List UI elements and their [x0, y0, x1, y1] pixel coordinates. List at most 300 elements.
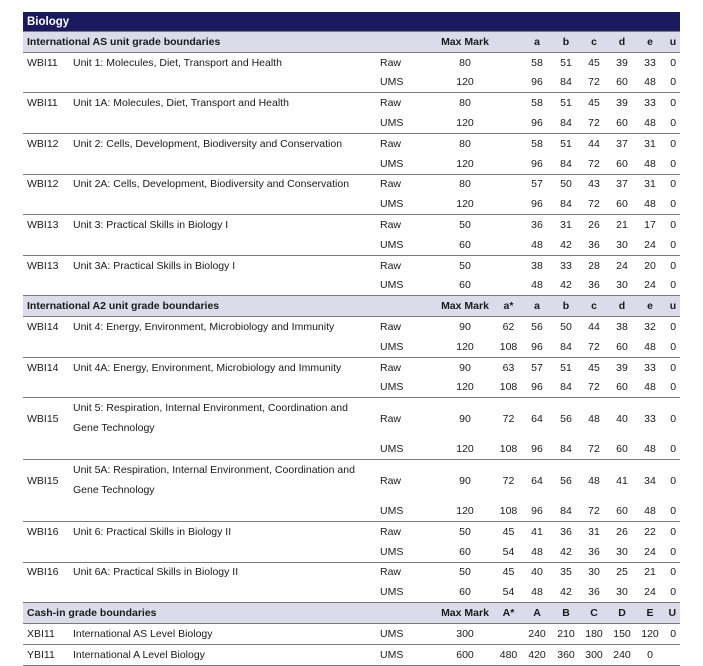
grade-value: 0 [664, 215, 680, 235]
grade-value: 51 [552, 52, 580, 72]
grade-value: 44 [580, 317, 608, 337]
max-mark: 80 [435, 52, 495, 72]
table-body [23, 12, 680, 665]
grade-value: 96 [531, 505, 543, 518]
grade-header: d [608, 296, 636, 317]
grade-value: 240 [522, 623, 552, 644]
grade-value: 39 [608, 357, 636, 377]
table-row [23, 521, 680, 541]
table-row [23, 644, 680, 665]
grade-value: 30 [616, 238, 628, 251]
empty-cell [73, 73, 380, 93]
grade-value: 42 [560, 238, 572, 251]
grade-value: 48 [644, 443, 656, 456]
unit-name-text: Unit 1: Molecules, Diet, Transport and Health [73, 56, 282, 69]
grade-value: 37 [608, 174, 636, 194]
grade-value: 36 [552, 521, 580, 541]
grade-value: 30 [616, 279, 628, 292]
grade-value: 64 [522, 460, 552, 502]
mark-type: UMS [380, 76, 404, 89]
grade-value: 42 [560, 545, 572, 558]
grade-value: 48 [531, 238, 543, 251]
grade-value [495, 133, 522, 153]
mark-type: Raw [380, 174, 435, 194]
grade-value: 96 [531, 443, 543, 456]
grade-value: 96 [531, 381, 543, 394]
grade-boundaries-sheet [23, 12, 680, 666]
empty-cell [73, 113, 380, 133]
grade-value: 45 [580, 93, 608, 113]
empty-cell [73, 235, 380, 255]
mark-type: UMS [380, 505, 404, 518]
cashin-section-header [23, 603, 680, 624]
grade-value: 0 [670, 586, 677, 599]
mark-type: UMS [380, 157, 404, 170]
grade-value: 44 [580, 133, 608, 153]
empty-cell [73, 439, 380, 459]
mark-type: UMS [380, 644, 435, 665]
empty-cell [73, 501, 380, 521]
grade-value: 0 [664, 174, 680, 194]
unit-code: WBI16 [23, 562, 73, 582]
grade-value: 45 [580, 357, 608, 377]
grade-header: b [552, 296, 580, 317]
empty-cell [23, 235, 73, 255]
section-heading: International A2 unit grade boundaries [23, 296, 435, 317]
grade-value: 0 [664, 52, 680, 72]
grade-value: 56 [522, 317, 552, 337]
grade-value: 56 [552, 460, 580, 502]
max-mark: 80 [435, 133, 495, 153]
grade-value: 0 [664, 521, 680, 541]
grade-value: 48 [644, 505, 656, 518]
max-mark: 120 [456, 443, 474, 456]
grade-value: 60 [616, 198, 628, 211]
unit-code: WBI12 [23, 174, 73, 194]
grade-value: 33 [636, 357, 664, 377]
max-mark: 300 [435, 623, 495, 644]
grade-value: 72 [495, 460, 522, 502]
grade-value: 64 [522, 398, 552, 440]
grade-value: 0 [670, 505, 677, 518]
mark-type: Raw [380, 562, 435, 582]
table-row [23, 133, 680, 153]
max-mark: 120 [456, 340, 474, 353]
grade-value: 50 [552, 174, 580, 194]
mark-type: UMS [380, 198, 404, 211]
max-mark: 60 [459, 279, 471, 292]
grade-value: 21 [636, 562, 664, 582]
grade-value: 84 [560, 157, 572, 170]
grade-value: 0 [664, 460, 680, 502]
grade-value: 31 [636, 133, 664, 153]
grade-header: U [664, 603, 680, 624]
grade-value: 0 [664, 398, 680, 440]
grade-value: 48 [644, 198, 656, 211]
mark-type: Raw [380, 133, 435, 153]
grade-value: 0 [670, 117, 677, 130]
grade-value: 58 [522, 133, 552, 153]
mark-type: UMS [380, 279, 404, 292]
grade-header: D [608, 603, 636, 624]
grade-value: 0 [670, 76, 677, 89]
mark-type: Raw [380, 255, 435, 275]
grade-header: b [552, 32, 580, 53]
unit-name [73, 133, 380, 153]
unit-code: WBI14 [23, 357, 73, 377]
grade-value: 39 [608, 52, 636, 72]
unit-code: WBI13 [23, 255, 73, 275]
table-row [23, 439, 680, 459]
grade-value: 0 [670, 238, 677, 251]
max-mark: 60 [459, 545, 471, 558]
grade-header: c [580, 32, 608, 53]
grade-header: C [580, 603, 608, 624]
max-mark: 80 [435, 174, 495, 194]
grade-value: 51 [552, 357, 580, 377]
grade-value: 480 [495, 644, 522, 665]
max-mark: 90 [435, 357, 495, 377]
grade-value [495, 174, 522, 194]
max-mark-header: Max Mark [435, 296, 495, 317]
grade-header: d [608, 32, 636, 53]
grade-header: A* [495, 603, 522, 624]
grade-value: 40 [522, 562, 552, 582]
table-row [23, 501, 680, 521]
grade-value: 48 [531, 586, 543, 599]
grade-header: a [522, 296, 552, 317]
grade-value: 84 [560, 505, 572, 518]
empty-cell [73, 582, 380, 602]
grade-boundaries-table [23, 12, 680, 666]
grade-value: 62 [495, 317, 522, 337]
empty-cell [23, 582, 73, 602]
table-row [23, 154, 680, 174]
grade-value: 0 [664, 93, 680, 113]
qualification-name: International AS Level Biology [73, 623, 380, 644]
grade-value: 58 [522, 93, 552, 113]
grade-value [495, 623, 522, 644]
grade-value: 0 [670, 340, 677, 353]
grade-value: 54 [502, 586, 515, 599]
table-row [23, 337, 680, 357]
grade-value: 0 [670, 198, 677, 211]
grade-value: 0 [664, 133, 680, 153]
table-row [23, 582, 680, 602]
grade-value: 24 [644, 586, 656, 599]
empty-cell [23, 276, 73, 296]
grade-value: 24 [644, 238, 656, 251]
grade-value: 63 [495, 357, 522, 377]
grade-value: 96 [531, 340, 543, 353]
mark-type: UMS [380, 238, 404, 251]
table-row [23, 542, 680, 562]
table-row [23, 52, 680, 72]
unit-name [73, 357, 380, 377]
grade-value: 0 [670, 279, 677, 292]
grade-value: 22 [636, 521, 664, 541]
empty-cell [23, 337, 73, 357]
grade-value: 48 [644, 381, 656, 394]
unit-name-text: Unit 3: Practical Skills in Biology I [73, 219, 229, 232]
section-heading: Cash-in grade boundaries [23, 603, 435, 624]
grade-value: 38 [522, 255, 552, 275]
unit-name-text: Unit 3A: Practical Skills in Biology I [73, 259, 236, 272]
grade-value: 48 [644, 157, 656, 170]
max-mark: 120 [456, 157, 474, 170]
grade-value: 180 [580, 623, 608, 644]
grade-value [495, 194, 522, 214]
grade-value: 36 [588, 545, 600, 558]
grade-value: 21 [608, 215, 636, 235]
max-mark: 120 [456, 76, 474, 89]
grade-value: 33 [636, 93, 664, 113]
grade-value: 48 [644, 117, 656, 130]
grade-header: e [636, 32, 664, 53]
max-mark-header: Max Mark [435, 32, 495, 53]
grade-value: 240 [608, 644, 636, 665]
max-mark: 50 [435, 521, 495, 541]
unit-code: WBI16 [23, 521, 73, 541]
table-row [23, 235, 680, 255]
grade-value: 31 [552, 215, 580, 235]
grade-value: 96 [531, 198, 543, 211]
grade-value: 57 [522, 357, 552, 377]
unit-code: WBI15 [23, 460, 73, 502]
mark-type: UMS [380, 381, 404, 394]
grade-value: 26 [608, 521, 636, 541]
grade-value: 72 [588, 76, 600, 89]
grade-value: 96 [531, 157, 543, 170]
grade-value: 60 [616, 340, 628, 353]
mark-type: Raw [380, 357, 435, 377]
mark-type: UMS [380, 443, 404, 456]
empty-cell [23, 439, 73, 459]
as-section-header [23, 32, 680, 53]
max-mark: 120 [456, 117, 474, 130]
grade-value: 42 [560, 279, 572, 292]
grade-value [495, 235, 522, 255]
grade-value: 24 [608, 255, 636, 275]
subject-title-row [23, 12, 680, 32]
grade-value: 40 [608, 398, 636, 440]
grade-value: 51 [552, 133, 580, 153]
grade-value: 41 [522, 521, 552, 541]
max-mark: 50 [435, 215, 495, 235]
grade-value: 36 [522, 215, 552, 235]
unit-name [73, 255, 380, 275]
max-mark: 50 [435, 255, 495, 275]
grade-value: 48 [531, 279, 543, 292]
empty-cell [73, 154, 380, 174]
grade-value: 60 [616, 76, 628, 89]
max-mark: 120 [456, 198, 474, 211]
grade-value: 39 [608, 93, 636, 113]
grade-value [495, 73, 522, 93]
grade-value: 0 [664, 357, 680, 377]
unit-name-text: Unit 4A: Energy, Environment, Microbiology and Immunity [73, 361, 342, 374]
grade-value: 72 [588, 117, 600, 130]
max-mark: 90 [435, 317, 495, 337]
grade-value: 360 [552, 644, 580, 665]
table-row [23, 194, 680, 214]
max-mark: 120 [456, 505, 474, 518]
grade-value [495, 113, 522, 133]
unit-name-text: Unit 5: Respiration, Internal Environment, Coordination and Gene Technology [73, 402, 348, 435]
grade-value: 33 [636, 52, 664, 72]
grade-value: 48 [580, 460, 608, 502]
qualification-code: XBI11 [23, 623, 73, 644]
grade-value: 60 [616, 381, 628, 394]
max-mark: 90 [435, 460, 495, 502]
grade-value [664, 644, 680, 665]
grade-value: 56 [552, 398, 580, 440]
grade-value: 72 [495, 398, 522, 440]
grade-value: 20 [636, 255, 664, 275]
grade-value: 51 [552, 93, 580, 113]
grade-header: c [580, 296, 608, 317]
unit-code: WBI11 [23, 93, 73, 113]
grade-value: 0 [670, 443, 677, 456]
grade-value: 30 [580, 562, 608, 582]
table-row [23, 562, 680, 582]
mark-type: Raw [380, 215, 435, 235]
mark-type: Raw [380, 460, 435, 502]
grade-value: 60 [616, 505, 628, 518]
unit-code: WBI13 [23, 215, 73, 235]
unit-name [73, 317, 380, 337]
grade-value: 37 [608, 133, 636, 153]
grade-value [495, 52, 522, 72]
grade-value: 0 [670, 545, 677, 558]
grade-value: 72 [588, 340, 600, 353]
grade-value: 36 [588, 279, 600, 292]
a2-section-header [23, 296, 680, 317]
grade-value: 48 [531, 545, 543, 558]
grade-header: u [664, 32, 680, 53]
unit-code: WBI15 [23, 398, 73, 440]
grade-value: 96 [531, 76, 543, 89]
grade-header: a [522, 32, 552, 53]
unit-code: WBI14 [23, 317, 73, 337]
grade-value: 72 [588, 198, 600, 211]
grade-header: a* [495, 296, 522, 317]
grade-header: u [664, 296, 680, 317]
grade-value: 60 [616, 157, 628, 170]
grade-value: 48 [580, 398, 608, 440]
unit-name [73, 521, 380, 541]
grade-value: 36 [588, 586, 600, 599]
mark-type: UMS [380, 117, 404, 130]
grade-value: 0 [664, 255, 680, 275]
grade-value: 96 [531, 117, 543, 130]
table-row [23, 215, 680, 235]
grade-value: 45 [580, 52, 608, 72]
unit-code: WBI12 [23, 133, 73, 153]
grade-value: 33 [552, 255, 580, 275]
unit-name-text: Unit 1A: Molecules, Diet, Transport and Health [73, 97, 289, 110]
unit-name-text: Unit 5A: Respiration, Internal Environment, Coordination and Gene Technology [73, 464, 355, 497]
grade-value: 26 [580, 215, 608, 235]
grade-value: 108 [499, 340, 518, 353]
empty-cell [73, 337, 380, 357]
grade-value: 108 [499, 505, 518, 518]
table-row [23, 460, 680, 502]
empty-cell [73, 194, 380, 214]
grade-value: 31 [580, 521, 608, 541]
grade-header: E [636, 603, 664, 624]
grade-value: 0 [670, 157, 677, 170]
grade-value: 420 [522, 644, 552, 665]
qualification-name: International A Level Biology [73, 644, 380, 665]
max-mark: 80 [435, 93, 495, 113]
grade-value: 42 [560, 586, 572, 599]
grade-value: 36 [588, 238, 600, 251]
mark-type: UMS [380, 545, 404, 558]
table-row [23, 174, 680, 194]
grade-value: 84 [560, 198, 572, 211]
unit-name [73, 215, 380, 235]
max-mark: 50 [435, 562, 495, 582]
grade-value: 31 [636, 174, 664, 194]
max-mark: 90 [435, 398, 495, 440]
unit-name [73, 93, 380, 113]
table-row [23, 113, 680, 133]
mark-type: Raw [380, 93, 435, 113]
table-row [23, 255, 680, 275]
grade-value: 17 [636, 215, 664, 235]
unit-name-text: Unit 6A: Practical Skills in Biology II [73, 566, 239, 579]
grade-value [495, 93, 522, 113]
grade-value: 84 [560, 76, 572, 89]
grade-header: B [552, 603, 580, 624]
grade-value: 48 [644, 340, 656, 353]
grade-value: 108 [499, 443, 518, 456]
grade-value: 25 [608, 562, 636, 582]
unit-name-text: Unit 6: Practical Skills in Biology II [73, 525, 232, 538]
grade-value: 43 [580, 174, 608, 194]
grade-value [495, 154, 522, 174]
grade-value: 0 [670, 381, 677, 394]
grade-value: 60 [616, 117, 628, 130]
grade-value [495, 215, 522, 235]
grade-value: 84 [560, 340, 572, 353]
grade-value: 58 [522, 52, 552, 72]
grade-value: 84 [560, 443, 572, 456]
max-mark: 600 [435, 644, 495, 665]
table-row [23, 378, 680, 398]
grade-value: 48 [644, 76, 656, 89]
table-row [23, 623, 680, 644]
empty-cell [73, 276, 380, 296]
empty-cell [73, 378, 380, 398]
empty-cell [23, 501, 73, 521]
empty-cell [23, 73, 73, 93]
max-mark: 120 [456, 381, 474, 394]
section-heading: International AS unit grade boundaries [23, 32, 435, 53]
empty-cell [23, 378, 73, 398]
grade-value: 0 [664, 623, 680, 644]
grade-value: 45 [495, 521, 522, 541]
table-row [23, 73, 680, 93]
grade-value: 54 [502, 545, 515, 558]
grade-value: 300 [580, 644, 608, 665]
qualification-code: YBI11 [23, 644, 73, 665]
mark-type: UMS [380, 586, 404, 599]
empty-cell [23, 113, 73, 133]
unit-name [73, 398, 380, 440]
grade-value: 30 [616, 545, 628, 558]
